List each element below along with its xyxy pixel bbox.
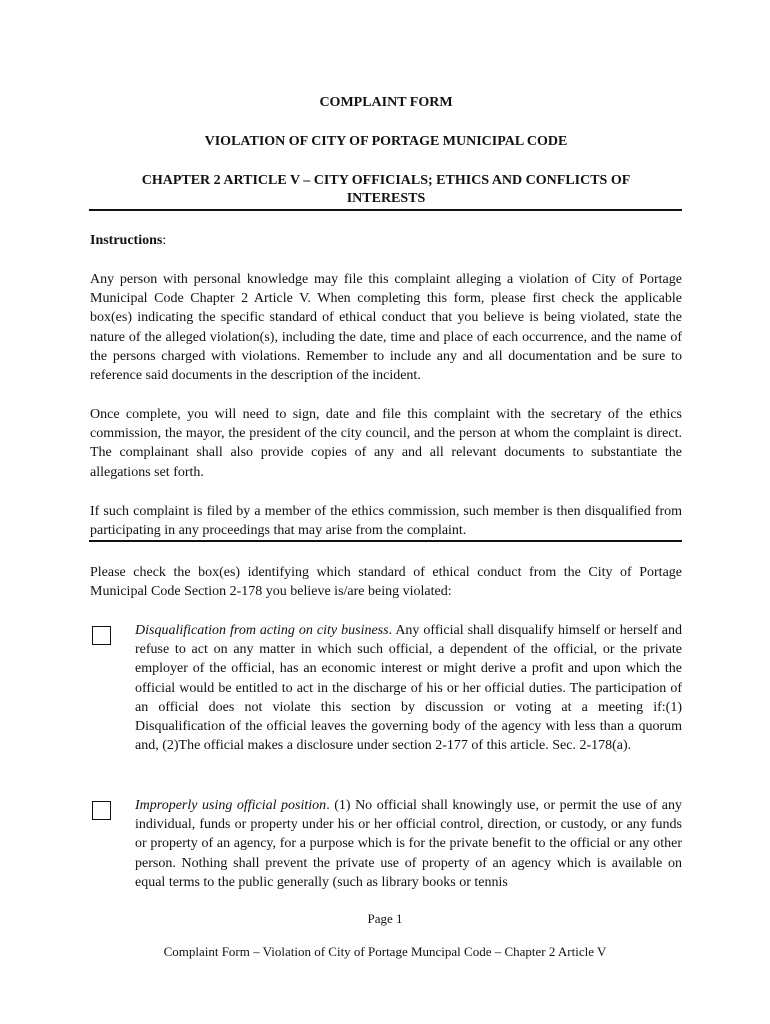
form-title: COMPLAINT FORM <box>319 95 453 110</box>
standard-item-lead: Disqualification from acting on city business <box>135 623 389 638</box>
form-subtitle: VIOLATION OF CITY OF PORTAGE MUNICIPAL CODE <box>204 134 568 149</box>
instructions-colon: : <box>162 233 167 248</box>
standard-item-text: . (1) No official shall knowingly use, or permit the use of any individual, funds or property under his or her official control, direction, or custody, or any funds or property of an agency, for a purpose which is for the private benefit to the official or any other person. Nothing shall prevent the private use of property of an agency which is available on equal terms to the public generally (such as library books or tennis <box>135 798 682 890</box>
header-divider <box>89 209 682 211</box>
check-prompt: Please check the box(es) identifying which standard of ethical conduct from the City of Portage Municipal Code Section 2-178 you believe is/are being violated: <box>90 565 682 600</box>
checkbox-official-position[interactable] <box>92 801 111 820</box>
standard-item-official-position <box>135 796 682 892</box>
chapter-heading-line1: CHAPTER 2 ARTICLE V – CITY OFFICIALS; ETHICS AND CONFLICTS OF <box>141 173 631 188</box>
instructions-label: Instructions <box>90 233 163 248</box>
checkbox-disqualification[interactable] <box>92 626 111 645</box>
footer-text: Complaint Form – Violation of City of Portage Muncipal Code – Chapter 2 Article V <box>163 944 607 959</box>
instructions-heading <box>90 232 166 250</box>
instructions-paragraph-2: Once complete, you will need to sign, date and file this complaint with the secretary of the ethics commission, the mayor, the president of the city council, and the person at whom the complaint is direct. The complainant shall also provide copies of any and all relevant documents to substantiate the allegations set forth. <box>90 407 682 480</box>
page-number: Page 1 <box>367 911 403 926</box>
chapter-heading-line2: INTERESTS <box>346 191 426 206</box>
chapter-heading <box>90 172 682 208</box>
standard-item-lead: Improperly using official position <box>135 798 327 813</box>
instructions-paragraph-1: Any person with personal knowledge may file this complaint alleging a violation of City of Portage Municipal Code Chapter 2 Article V. When completing this form, please first check the applicable box(es) indicating the specific standard of ethical conduct that you believe is being violated, state the nature of the alleged violation(s), including the date, time and place of each occurrence, and the name of the persons charged with violations. Remember to include any and all documentation and be sure to reference said documents in the description of the incident. <box>90 272 682 384</box>
instructions-divider <box>89 540 682 542</box>
standard-item-text: . Any official shall disqualify himself or herself and refuse to act on any matter in which such official, a dependent of the official, or the private employer of the official, has an economic interest or might derive a profit and upon which the official would be entitled to act in the discharge of his or her official duties. The participation of an official does not violate this section by discussion or voting at a meeting if:(1) Disqualification of the official leaves the governing body of the agency with less than a quorum and, (2)The official makes a disclosure under section 2-177 of this article. Sec. 2-178(a). <box>135 623 683 754</box>
standard-item-disqualification <box>135 621 682 755</box>
instructions-paragraph-3: If such complaint is filed by a member of the ethics commission, such member is then disqualified from participating in any proceedings that may arise from the complaint. <box>90 504 682 539</box>
